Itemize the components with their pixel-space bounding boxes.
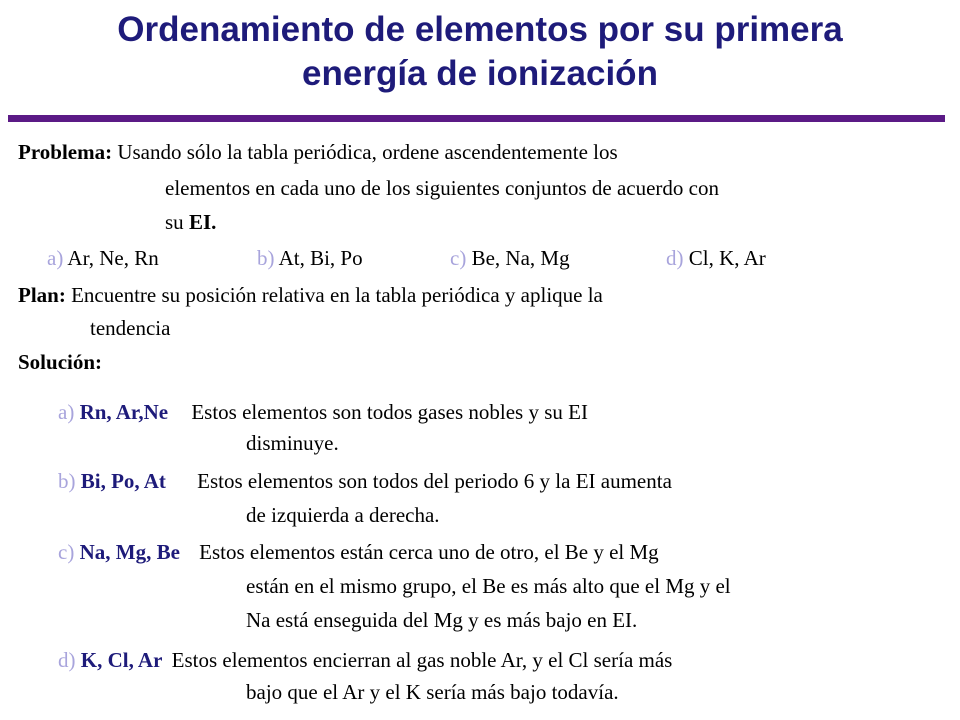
solucion-label: Solución: (18, 350, 103, 374)
option-d-text: Cl, K, Ar (688, 246, 766, 270)
option-c-label: c) (450, 246, 467, 270)
answer-c-text-3: Na está enseguida del Mg y es más bajo en EI. (246, 608, 638, 632)
answer-d-order: K, Cl, Ar (80, 648, 163, 672)
problema-line-3 (165, 207, 216, 237)
answer-b-label: b) (58, 469, 76, 493)
problema-text-1: Usando sólo la tabla periódica, ordene ascendentemente los (117, 140, 618, 164)
answer-d-text-1: Estos elementos encierran al gas noble Ar, y el Cl sería más (171, 648, 673, 672)
answer-c-line-1 (58, 537, 659, 567)
option-a-text: Ar, Ne, Rn (67, 246, 159, 270)
answer-a-text-1: Estos elementos son todos gases nobles y su EI (191, 400, 588, 424)
answer-a-line-1 (58, 397, 588, 427)
answer-b-text-1: Estos elementos son todos del periodo 6 y la EI aumenta (197, 469, 672, 493)
problema-text-3: su (165, 210, 189, 234)
plan-text-2: tendencia (90, 316, 171, 340)
option-d-label: d) (666, 246, 684, 270)
title-divider (8, 115, 945, 122)
answer-b-text-2: de izquierda a derecha. (246, 503, 440, 527)
answer-d-label: d) (58, 648, 76, 672)
option-c-text: Be, Na, Mg (471, 246, 570, 270)
option-c (450, 243, 570, 273)
title-line-1: Ordenamiento de elementos por su primera (117, 10, 843, 49)
option-a (47, 243, 159, 273)
answer-a-text-2: disminuye. (246, 431, 339, 455)
answer-b-order: Bi, Po, At (80, 469, 166, 493)
problema-line-1 (18, 137, 618, 167)
option-b-label: b) (257, 246, 275, 270)
plan-label: Plan: (18, 283, 66, 307)
problema-text-2: elementos en cada uno de los siguientes conjuntos de acuerdo con (165, 176, 719, 200)
answer-c-label: c) (58, 540, 75, 564)
option-b-text: At, Bi, Po (278, 246, 363, 270)
answer-c-text-1: Estos elementos están cerca uno de otro, el Be y el Mg (199, 540, 659, 564)
plan-text-1: Encuentre su posición relativa en la tabla periódica y aplique la (71, 283, 603, 307)
answer-b-line-1 (58, 466, 672, 496)
option-b (257, 243, 363, 273)
answer-a-order: Rn, Ar,Ne (79, 400, 169, 424)
answer-d-text-2: bajo que el Ar y el K sería más bajo todavía. (246, 680, 619, 704)
option-a-label: a) (47, 246, 64, 270)
answer-d-line-1 (58, 645, 672, 675)
answer-c-text-2: están en el mismo grupo, el Be es más alto que el Mg y el (246, 574, 731, 598)
plan-line-1 (18, 280, 603, 310)
option-d (666, 243, 766, 273)
title-line-2: energía de ionización (302, 54, 658, 93)
slide-title (0, 8, 960, 96)
answer-a-label: a) (58, 400, 75, 424)
problema-ei: EI. (188, 210, 217, 234)
answer-c-order: Na, Mg, Be (79, 540, 180, 564)
problema-label: Problema: (18, 140, 113, 164)
